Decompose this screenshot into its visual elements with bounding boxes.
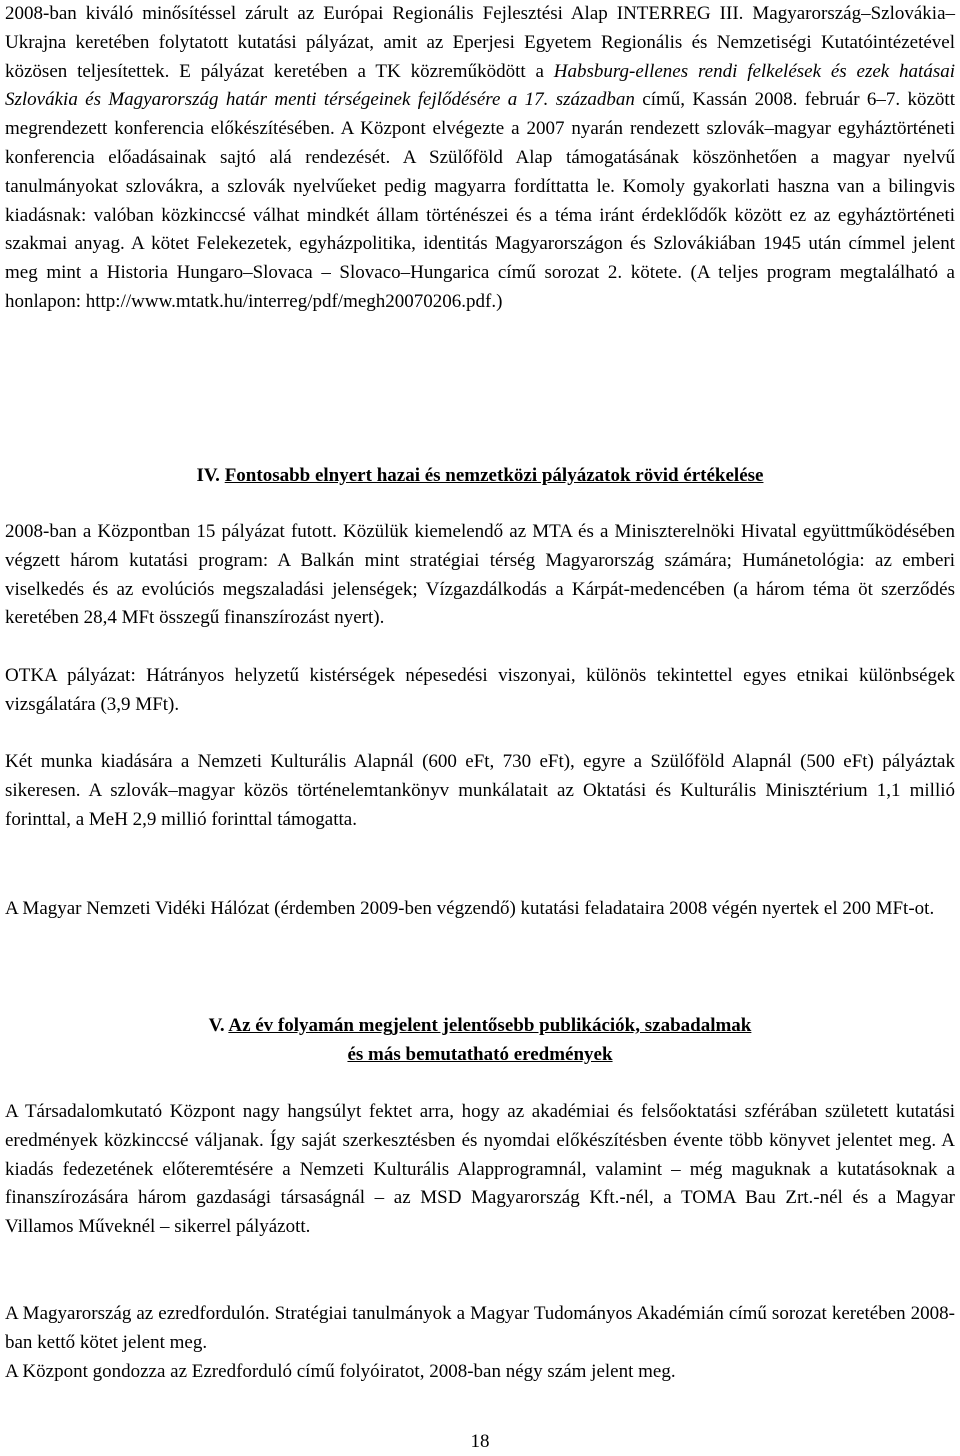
section-heading-iv: [0, 462, 960, 491]
section-heading-v: [0, 1012, 960, 1070]
intro-paragraph: [5, 0, 955, 317]
section4-paragraph-4: A Magyar Nemzeti Vidéki Hálózat (érdemben 2009-ben végzendő) kutatási feladataira 2008 végén nyertek el 200 MFt-ot.: [5, 898, 935, 919]
conference-title-italic: Habsburg-ellenes rendi felkelések és ezek hatásai Szlovákia és Magyarország határ menti térségeinek fejlődésére a 17. században: [5, 60, 955, 111]
section-title-iv: Fontosabb elnyert hazai és nemzetközi pályázatok rövid értékelése: [224, 465, 764, 486]
section-title-v-line2: és más bemutatható eredmények: [347, 1043, 613, 1065]
section-heading-v-line1: [0, 1012, 960, 1041]
intro-text-part1: 2008-ban kiváló minősítéssel zárult az Európai Regionális Fejlesztési Alap INTERREG III. Magyarország–Szlovákia–Ukrajna keretében folytatott kutatási pályázat, amit az Eperjesi Egyetem Regionális és Nemzetiségi Kutatóintézetével közösen teljesítettek. E pályázat keretében a TK közreműködött a: [5, 3, 955, 82]
page-number: 18: [470, 1431, 490, 1452]
intro-text-part2: című, Kassán 2008. február 6–7. között megrendezett konferencia előkészítésében. A Központ elvégezte a 2007 nyarán rendezett szlovák–magyar egyháztörténeti konferencia előadásainak sajtó alá rendezését. A Szülőföld Alap támogatásának köszönhetően a magyar nyelvű tanulmányokat szlovákra, a szlovák nyelvűeket pedig magyarra fordíttatta le. Komoly gyakorlati haszna van a bilingvis kiadásnak: valóban közkinccsé válhat mindkét állam történészei és a téma iránt érdeklődők között ez az egyháztörténeti szakmai anyag. A kötet Felekezetek, egyházpolitika, identitás Magyarországon és Szlovákiában 1945 után címmel jelent meg mint a Historia Hungaro–Slovaca – Slovaco–Hungarica című sorozat 2. kötete. (A teljes program megtalálható a honlapon: http://www.mtatk.hu/interreg/pdf/megh20070206.pdf.): [5, 89, 955, 312]
section-number-iv: IV.: [196, 465, 220, 486]
section-number-v: V.: [208, 1015, 225, 1036]
section4-paragraph-1: 2008-ban a Központban 15 pályázat futott. Közülük kiemelendő az MTA és a Miniszterelnöki Hivatal együttműködésében végzett három kutatási program: A Balkán mint stratégiai térség Magyarország számára; Humánetológia: az emberi viselkedés és az evolúciós megszaladási jelenségek; Vízgazdálkodás a Kárpát-medencében (a három téma öt szerződés keretében 28,4 MFt összegű finanszírozást nyert).: [5, 521, 955, 629]
section5-paragraph-1: A Társadalomkutató Központ nagy hangsúlyt fektet arra, hogy az akadémiai és felsőoktatási szférában született kutatási eredmények közkinccsé váljanak. Így saját szerkesztésben és nyomdai előkészítésben évente több könyvet jelentet meg. A kiadás fedezetének előteremtésére a Nemzeti Kulturális Alapprogramnál, valamint – még maguknak a kutatásoknak a finanszírozására három gazdasági társaságnál – az MSD Magyarország Kft.-nél, a TOMA Bau Zrt.-nél és a Magyar Villamos Műveknél – sikerrel pályázott.: [5, 1101, 955, 1238]
section4-paragraph-3: Két munka kiadására a Nemzeti Kulturális Alapnál (600 eFt, 730 eFt), egyre a Szülőföld Alapnál (500 eFt) pályáztak sikeresen. A szlovák–magyar közös történelemtankönyv munkálatait az Oktatási és Kulturális Minisztérium 1,1 millió forinttal, a MeH 2,9 millió forinttal támogatta.: [5, 751, 955, 830]
section5-paragraph-3: A Központ gondozza az Ezredforduló című folyóiratot, 2008-ban négy szám jelent meg.: [5, 1361, 676, 1382]
section4-paragraph-2: OTKA pályázat: Hátrányos helyzetű kistérségek népesedési viszonyai, különös tekintettel egyes etnikai különbségek vizsgálatára (3,9 MFt).: [5, 665, 955, 715]
section5-paragraph-2: A Magyarország az ezredfordulón. Stratégiai tanulmányok a Magyar Tudományos Akadémián című sorozat keretében 2008-ban kettő kötet jelent meg.: [5, 1303, 955, 1353]
section-title-v-line1: Az év folyamán megjelent jelentősebb publikációk, szabadalmak: [228, 1015, 752, 1036]
